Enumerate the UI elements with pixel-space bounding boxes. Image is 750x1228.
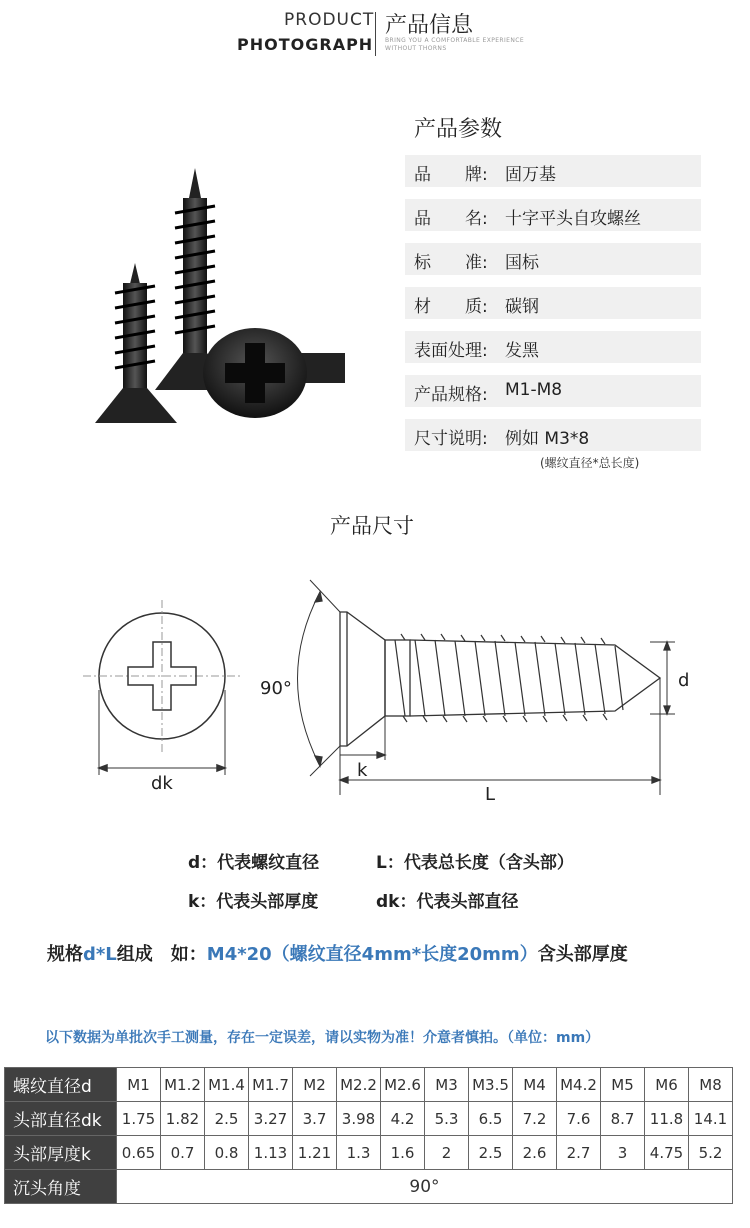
table-cell: 7.6 xyxy=(557,1102,601,1136)
dims-title: 产品尺寸 xyxy=(330,514,414,538)
param-label: 品 牌: xyxy=(414,165,488,185)
table-cell: 2.6 xyxy=(513,1136,557,1170)
param-value: 国标 xyxy=(505,253,539,273)
screw-head xyxy=(203,328,345,418)
table-cell: 5.3 xyxy=(425,1102,469,1136)
table-cell: 2 xyxy=(425,1136,469,1170)
param-row-standard xyxy=(405,243,701,275)
param-row-size xyxy=(405,419,701,451)
spec-formula: d*L xyxy=(83,944,117,965)
table-cell: 5.2 xyxy=(689,1136,733,1170)
dim-label-L: L xyxy=(485,784,496,805)
row-header-dk: 头部直径dk xyxy=(5,1102,117,1136)
short-screw xyxy=(95,263,177,423)
legend-L: L：代表总长度（含头部） xyxy=(376,853,574,873)
row-header-d: 螺纹直径d xyxy=(5,1068,117,1102)
table-cell: 0.8 xyxy=(205,1136,249,1170)
table-cell: 3.27 xyxy=(249,1102,293,1136)
param-row-spec xyxy=(405,375,701,407)
table-cell: M4.2 xyxy=(557,1068,601,1102)
param-row-brand xyxy=(405,155,701,187)
table-cell: 1.6 xyxy=(381,1136,425,1170)
table-cell: M1 xyxy=(117,1068,161,1102)
param-value: 碳钢 xyxy=(505,297,539,317)
table-cell: M8 xyxy=(689,1068,733,1102)
legend-k: k：代表头部厚度 xyxy=(188,892,319,912)
header-divider xyxy=(375,12,376,56)
table-cell: M5 xyxy=(601,1068,645,1102)
table-cell: 4.75 xyxy=(645,1136,689,1170)
params-title: 产品参数 xyxy=(414,117,503,142)
table-cell: 6.5 xyxy=(469,1102,513,1136)
table-row xyxy=(5,1102,733,1136)
param-label: 标 准: xyxy=(414,253,488,273)
param-value: M1-M8 xyxy=(505,380,563,400)
table-cell: 2.7 xyxy=(557,1136,601,1170)
table-cell: 1.3 xyxy=(337,1136,381,1170)
spec-example: M4*20（螺纹直径4mm*长度20mm） xyxy=(206,944,538,965)
spec-mid: 组成 如： xyxy=(116,944,207,965)
spec-prefix: 规格 xyxy=(47,944,83,965)
table-cell: M2 xyxy=(293,1068,337,1102)
param-value: 例如 M3*8 xyxy=(505,429,590,449)
table-cell: 0.7 xyxy=(161,1136,205,1170)
spec-table xyxy=(4,1067,733,1204)
table-cell: M2.6 xyxy=(381,1068,425,1102)
param-row-material xyxy=(405,287,701,319)
dim-label-d: d xyxy=(678,670,690,691)
table-cell: 3.98 xyxy=(337,1102,381,1136)
param-label: 尺寸说明: xyxy=(414,429,488,449)
table-cell: M2.2 xyxy=(337,1068,381,1102)
param-value: 发黑 xyxy=(505,341,539,361)
table-cell: 7.2 xyxy=(513,1102,557,1136)
table-cell: M1.7 xyxy=(249,1068,293,1102)
head-view xyxy=(83,600,241,775)
row-header-angle: 沉头角度 xyxy=(5,1170,117,1204)
table-cell: M4 xyxy=(513,1068,557,1102)
table-cell-angle: 90° xyxy=(117,1170,733,1204)
table-cell: 8.7 xyxy=(601,1102,645,1136)
table-cell: 14.1 xyxy=(689,1102,733,1136)
table-cell: 2.5 xyxy=(469,1136,513,1170)
spec-suffix: 含头部厚度 xyxy=(537,944,628,965)
header-product: PRODUCT xyxy=(284,10,375,30)
header-subtitle-1: BRING YOU A COMFORTABLE EXPERIENCE xyxy=(385,37,525,44)
param-label: 材 质: xyxy=(414,297,488,317)
spec-line xyxy=(47,940,628,966)
dim-label-dk: dk xyxy=(151,773,173,794)
measurement-note: 以下数据为单批次手工测量，存在一定误差，请以实物为准！介意者慎拍。（单位：mm） xyxy=(45,1030,600,1046)
table-cell: 1.13 xyxy=(249,1136,293,1170)
table-row xyxy=(5,1170,733,1204)
page-header xyxy=(0,0,750,60)
table-cell: M1.4 xyxy=(205,1068,249,1102)
table-cell: M3.5 xyxy=(469,1068,513,1102)
dimension-diagram xyxy=(75,570,715,810)
legend-d: d：代表螺纹直径 xyxy=(188,853,320,873)
legend-dk: dk：代表头部直径 xyxy=(376,892,519,912)
table-cell: 4.2 xyxy=(381,1102,425,1136)
table-cell: 1.21 xyxy=(293,1136,337,1170)
side-view xyxy=(298,580,676,795)
table-cell: M3 xyxy=(425,1068,469,1102)
table-cell: 1.82 xyxy=(161,1102,205,1136)
table-cell: 0.65 xyxy=(117,1136,161,1170)
table-row xyxy=(5,1136,733,1170)
param-label: 产品规格: xyxy=(414,385,488,405)
param-label: 品 名: xyxy=(414,209,488,229)
header-subtitle-2: WITHOUT THORNS xyxy=(385,45,447,52)
table-row xyxy=(5,1068,733,1102)
screw-product-image xyxy=(95,168,395,438)
table-cell: 2.5 xyxy=(205,1102,249,1136)
dim-label-k: k xyxy=(357,760,368,781)
header-photograph: PHOTOGRAPH xyxy=(237,35,374,54)
param-value: 十字平头自攻螺丝 xyxy=(505,209,641,229)
table-cell: 11.8 xyxy=(645,1102,689,1136)
dim-label-angle: 90° xyxy=(260,678,292,699)
param-value: 固万基 xyxy=(505,165,556,185)
row-header-k: 头部厚度k xyxy=(5,1136,117,1170)
table-cell: M1.2 xyxy=(161,1068,205,1102)
param-row-name xyxy=(405,199,701,231)
param-label: 表面处理: xyxy=(414,341,488,361)
header-title: 产品信息 xyxy=(385,13,474,38)
table-cell: M6 xyxy=(645,1068,689,1102)
param-note: (螺纹直径*总长度) xyxy=(540,456,640,470)
table-cell: 3.7 xyxy=(293,1102,337,1136)
table-cell: 3 xyxy=(601,1136,645,1170)
param-row-surface xyxy=(405,331,701,363)
table-cell: 1.75 xyxy=(117,1102,161,1136)
